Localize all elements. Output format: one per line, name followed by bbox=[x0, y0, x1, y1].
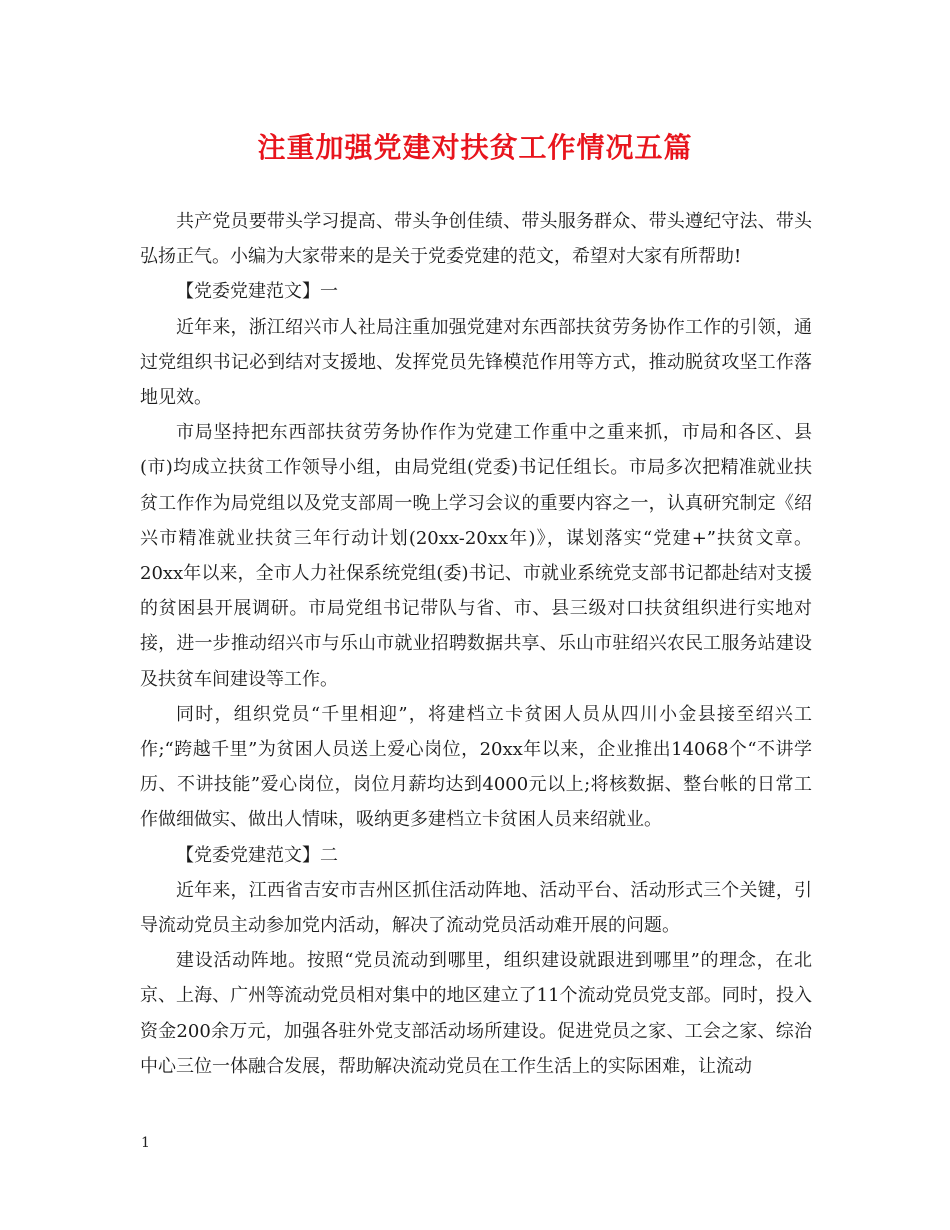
body-paragraph: 同时，组织党员“千里相迎”，将建档立卡贫困人员从四川小金县接至绍兴工作;“跨越千里”为贫困人员送上爱心岗位，20xx年以来，企业推出14068个“不讲学历、不讲技能”爱心岗位，岗位月薪均达到4000元以上;将核数据、整台帐的日常工作做细做实、做出人情味，吸纳更多建档立卡贫困人员来绍就业。 bbox=[140, 703, 812, 831]
section-heading-two: 【党委党建范文】二 bbox=[176, 844, 338, 866]
page-number: 1 bbox=[141, 1135, 150, 1151]
section-heading-one: 【党委党建范文】一 bbox=[176, 281, 338, 303]
document-body bbox=[140, 204, 812, 1084]
document-title: 注重加强党建对扶贫工作情况五篇 bbox=[257, 131, 693, 164]
body-paragraph: 近年来，浙江绍兴市人社局注重加强党建对东西部扶贫劳务协作工作的引领，通过党组织书记必到结对支援地、发挥党员先锋模范作用等方式，推动脱贫攻坚工作落地见效。 bbox=[140, 316, 812, 409]
body-paragraph: 近年来，江西省吉安市吉州区抓住活动阵地、活动平台、活动形式三个关键，引导流动党员主动参加党内活动，解决了流动党员活动难开展的问题。 bbox=[140, 879, 812, 937]
body-paragraph: 市局坚持把东西部扶贫劳务协作作为党建工作重中之重来抓，市局和各区、县(市)均成立扶贫工作领导小组，由局党组(党委)书记任组长。市局多次把精准就业扶贫工作作为局党组以及党支部周一晚上学习会议的重要内容之一，认真研究制定《绍兴市精准就业扶贫三年行动计划(20xx-20xx年)》，谋划落实“党建+”扶贫文章。20xx年以来，全市人力社保系统党组(委)书记、市就业系统党支部书记都赴结对支援的贫困县开展调研。市局党组书记带队与省、市、县三级对口扶贫组织进行实地对接，进一步推动绍兴市与乐山市就业招聘数据共享、乐山市驻绍兴农民工服务站建设及扶贫车间建设等工作。 bbox=[140, 422, 812, 690]
body-paragraph: 建设活动阵地。按照“党员流动到哪里，组织建设就跟进到哪里”的理念，在北京、上海、广州等流动党员相对集中的地区建立了11个流动党员党支部。同时，投入资金200余万元，加强各驻外党支部活动场所建设。促进党员之家、工会之家、综治中心三位一体融合发展，帮助解决流动党员在工作生活上的实际困难，让流动 bbox=[140, 950, 812, 1077]
intro-paragraph: 共产党员要带头学习提高、带头争创佳绩、带头服务群众、带头遵纪守法、带头弘扬正气。小编为大家带来的是关于党委党建的范文，希望对大家有所帮助! bbox=[140, 211, 812, 268]
